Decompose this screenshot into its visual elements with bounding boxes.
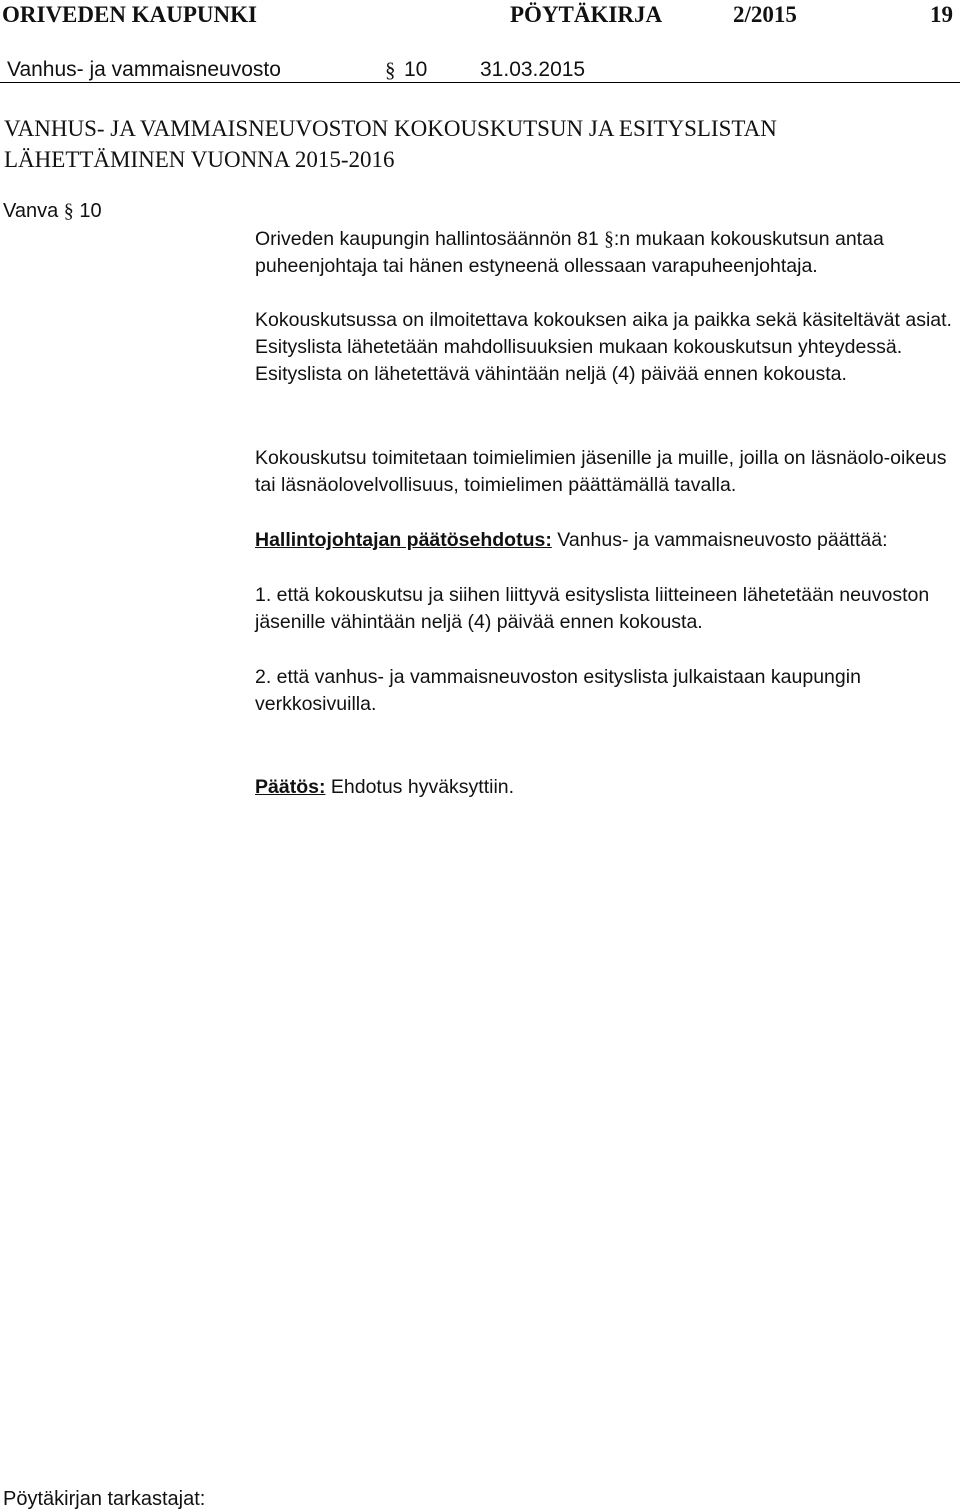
document-type: PÖYTÄKIRJA <box>510 2 663 27</box>
document-number: 2/2015 <box>733 2 797 27</box>
decision-label: Päätös: <box>255 776 326 798</box>
paragraph-2 <box>255 307 955 388</box>
reference-number: 10 <box>79 200 102 222</box>
signers-label: Pöytäkirjan tarkastajat: <box>3 1488 206 1510</box>
meeting-date: 31.03.2015 <box>480 58 586 81</box>
paragraph-1 <box>255 226 955 280</box>
section-symbol: § <box>385 58 396 82</box>
agenda-item-title <box>4 113 944 175</box>
reference-label: Vanva <box>3 200 59 222</box>
title-line-1: VANHUS- JA VAMMAISNEUVOSTON KOKOUSKUTSUN JA ESITYSLISTAN <box>4 116 777 141</box>
proposal-item-2-text: 2. että vanhus- ja vammaisneuvoston esityslista julkaistaan kaupungin verkkosivuilla. <box>255 666 861 715</box>
page-number: 19 <box>930 2 953 27</box>
proposal-item-1 <box>255 582 955 636</box>
title-line-2: LÄHETTÄMINEN VUONNA 2015-2016 <box>4 147 395 172</box>
paragraph-1-symbol: § <box>604 229 614 250</box>
organization-name: ORIVEDEN KAUPUNKI <box>2 2 257 27</box>
section-number: 10 <box>404 58 428 81</box>
proposal-item-1-text: 1. että kokouskutsu ja siihen liittyvä esityslista liitteineen lähetetään neuvoston jäsenille vähintään neljä (4) päivää ennen kokousta. <box>255 584 930 633</box>
proposal <box>255 527 955 554</box>
paragraph-3 <box>255 445 955 499</box>
body-name: Vanhus- ja vammaisneuvosto <box>7 58 281 81</box>
decision <box>255 774 955 801</box>
paragraph-3-text: Kokouskutsu toimitetaan toimielimien jäsenille ja muille, joilla on läsnäolo-oikeus tai läsnäolovelvollisuus, toimielimen päättämällä tavalla. <box>255 447 947 496</box>
header-divider <box>0 82 960 83</box>
paragraph-2-text: Kokouskutsussa on ilmoitettava kokouksen aika ja paikka sekä käsiteltävät asiat. Esityslista lähetetään mahdollisuuksien mukaan kokouskutsun yhteydessä. Esityslista on lähetettävä vähintään neljä (4) päivää ennen kokousta. <box>255 309 952 385</box>
reference-symbol: § <box>63 200 74 222</box>
decision-text: Ehdotus hyväksyttiin. <box>325 776 515 798</box>
proposal-text: Vanhus- ja vammaisneuvosto päättää: <box>551 529 888 551</box>
proposal-item-2 <box>255 664 955 718</box>
proposal-label: Hallintojohtajan päätösehdotus: <box>255 529 552 551</box>
paragraph-1-part-a: Oriveden kaupungin hallintosäännön 81 <box>255 228 605 250</box>
paragraph-1-part-b: :n mukaan kokouskutsun antaa puheenjohtaja tai hänen estyneenä ollessaan varapuheenjohtaja. <box>255 228 884 277</box>
reference <box>3 200 102 223</box>
